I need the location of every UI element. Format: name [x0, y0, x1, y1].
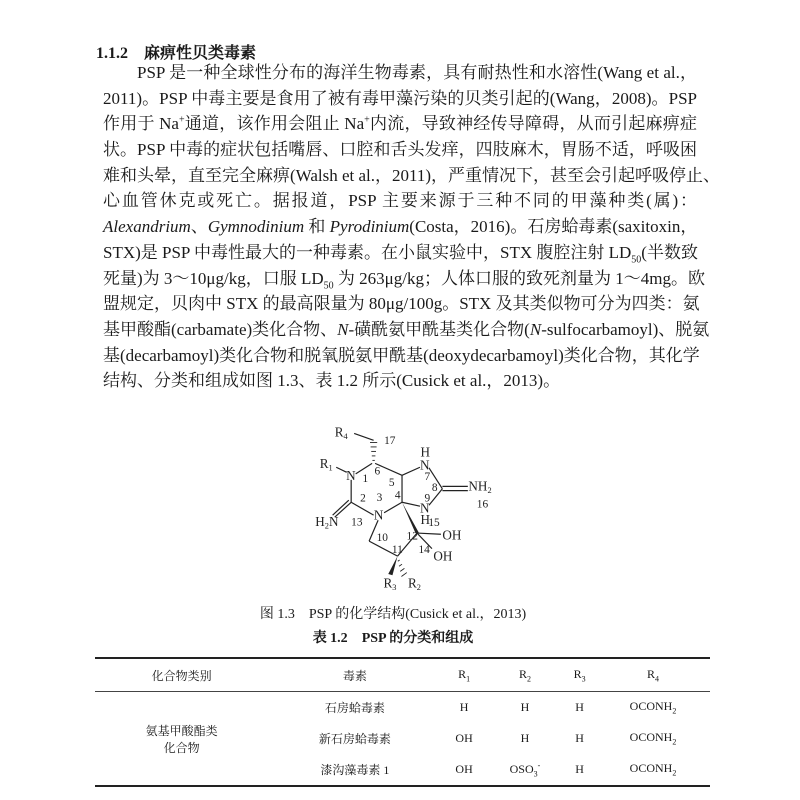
atom-number: 8 [431, 482, 438, 495]
text-segment: 基(decarbamoyl)类化合物和脱氧脱氨甲酰基(deoxydecarbamoyl)类化合物，其化学 [103, 345, 700, 365]
text-segment: 为 263μg/kg；人体口服的致死剂量为 1～4mg。欧 [333, 268, 705, 288]
r1-cell: OH [455, 762, 473, 776]
text-segment: N [337, 319, 349, 339]
table-header-row [95, 658, 710, 692]
r1-label: R1 [319, 455, 333, 473]
atom-number: 3 [376, 491, 383, 504]
text-line [103, 214, 697, 240]
text-line [103, 111, 697, 137]
toxin-cell: 新石房蛤毒素 [318, 732, 391, 746]
text-segment: (半数致 [641, 242, 698, 262]
r2-cell: H [520, 700, 530, 714]
r2-cell: H [520, 731, 530, 745]
r4-cell: $OCONH_2$ [629, 730, 677, 747]
r2-cell: $OSO_3^-$ [509, 760, 541, 779]
h2n-label: H2N [315, 514, 339, 531]
text-line [103, 368, 697, 394]
text-segment: 内流，导致神经传导障碍，从而引起麻痹症 [369, 114, 698, 134]
text-segment: 和 [304, 217, 330, 237]
r4-cell: $OCONH_2$ [629, 761, 677, 778]
r4-cell: $OCONH_2$ [629, 699, 677, 716]
h9-label: H [420, 512, 431, 528]
text-segment: -sulfocarbamoyl)、脱氨 [541, 319, 710, 339]
atom-number: 12 [406, 530, 418, 543]
text-segment: 2011)。PSP 中毒主要是食用了被有毒甲藻污染的贝类引起的(Wang，2008)。PSP [103, 88, 697, 108]
r1-cell: OH [455, 731, 473, 745]
text-line [103, 163, 721, 189]
toxin-cell: 漆沟藻毒素 1 [320, 763, 390, 777]
atom-number: 16 [476, 498, 489, 511]
text-line [103, 266, 705, 292]
atom-number: 11 [391, 544, 403, 557]
header-r4: $R_4$ [647, 666, 660, 684]
atom-number: 5 [388, 476, 395, 489]
oh15-label: OH [442, 527, 462, 543]
text-line [103, 188, 697, 214]
text-segment: Pyrodinium [329, 217, 410, 237]
text-line [103, 343, 700, 369]
text-segment: 、 [190, 217, 208, 237]
r3-cell: H [575, 700, 584, 714]
text-segment: 通道，该作用会阻止 Na [184, 114, 365, 134]
psp-chemical-structure [296, 420, 526, 595]
atom-number: 9 [424, 492, 431, 505]
atom-number: 6 [374, 465, 381, 478]
r3-label: R3 [383, 575, 397, 592]
atom-number: 4 [394, 489, 401, 502]
r3-cell: H [575, 762, 584, 776]
figure-caption-text: PSP 的化学结构(Cusick et al.，2013) [308, 607, 527, 622]
atom-number: 1 [362, 473, 369, 486]
text-segment: PSP 是一种全球性分布的海洋生物毒素，具有耐热性和水溶性(Wang et al.， [137, 63, 697, 82]
n1-label: N [346, 467, 356, 483]
table-row [95, 692, 710, 724]
n9-label: N [419, 500, 430, 516]
text-segment: 50 [631, 254, 642, 266]
text-segment: Gymnodinium [207, 217, 305, 237]
text-segment: Alexandrium [103, 217, 191, 237]
toxin-cell: 石房蛤毒素 [324, 701, 385, 715]
text-line [103, 86, 697, 112]
table-caption-text: PSP 的分类和组成 [361, 631, 474, 646]
text-segment: + [178, 114, 185, 126]
atom-number: 15 [428, 517, 440, 530]
body-paragraph [103, 60, 721, 394]
header-toxin: 毒素 [342, 668, 367, 683]
text-segment: 难和头晕，直至完全麻痹(Walsh et al.，2011)，严重情况下，甚至会引起呼吸停止、 [103, 165, 721, 185]
text-segment: 作用于 Na [103, 114, 179, 134]
text-line [103, 317, 710, 343]
n7-label: N [419, 457, 430, 473]
r4-label: R4 [334, 424, 348, 441]
text-line [103, 137, 697, 163]
atom-number: 17 [384, 434, 396, 447]
text-segment: STX)是 PSP 中毒性最大的一种毒素。在小鼠实验中，STX 腹腔注射 LD [103, 242, 632, 262]
text-segment: N [529, 319, 542, 339]
header-r3: $R_3$ [573, 666, 586, 684]
table-number: 表 1.2 [312, 631, 348, 646]
oh14-label: OH [433, 548, 453, 564]
text-segment: 50 [323, 279, 334, 291]
section-title: 麻痹性贝类毒素 [144, 45, 257, 62]
figure-number: 图 1.3 [259, 607, 295, 622]
atom-number: 2 [360, 492, 366, 505]
atom-numbers [351, 435, 488, 556]
text-segment: 心血管休克或死亡。据报道，PSP 主要来源于三种不同的甲藻种类(属)： [103, 191, 697, 211]
compound-class-cell: 氨基甲酸酯类 化合物 [145, 723, 218, 755]
text-segment: 盟规定，贝肉中 STX 的最高限量为 80μg/100g。STX 及其类似物可分为四类：氨 [103, 294, 700, 314]
atom-number: 10 [376, 532, 388, 545]
nh2-label: NH2 [468, 478, 492, 495]
text-segment: + [364, 114, 370, 126]
text-segment: 基甲酸酯(carbamate)类化合物、 [103, 319, 338, 339]
header-r1: $R_1$ [458, 666, 471, 684]
header-compound-class: 化合物类别 [151, 668, 212, 683]
h7-label: H [420, 444, 431, 460]
text-line [103, 60, 697, 86]
header-r2: $R_2$ [518, 666, 531, 684]
text-line [103, 240, 697, 266]
text-segment: 状。PSP 中毒的症状包括嘴唇、口腔和舌头发痒，四肢麻木，胃肠不适，呼吸困 [103, 140, 697, 160]
text-line [103, 291, 700, 317]
atom-labels [315, 424, 491, 591]
r3-cell: H [575, 731, 584, 745]
atom-number: 7 [424, 470, 431, 483]
table-caption [0, 627, 800, 647]
atom-number: 14 [418, 544, 430, 557]
atom-number: 13 [351, 516, 363, 529]
psp-classification-table [95, 657, 710, 787]
text-segment: 死量)为 3～10μg/kg，口服 LD [103, 268, 324, 288]
text-segment: 结构、分类和组成如图 1.3、表 1.2 所示(Cusick et al.，2013)。 [103, 371, 561, 391]
text-segment: (Costa，2016)。石房蛤毒素(saxitoxin， [409, 217, 698, 237]
text-segment: -磺酰氨甲酰基类化合物( [348, 319, 530, 339]
n3-label: N [373, 507, 384, 523]
figure-caption [0, 603, 800, 623]
r1-cell: H [459, 700, 469, 714]
section-number: 1.1.2 [96, 45, 128, 62]
r2-label: R2 [408, 575, 421, 592]
